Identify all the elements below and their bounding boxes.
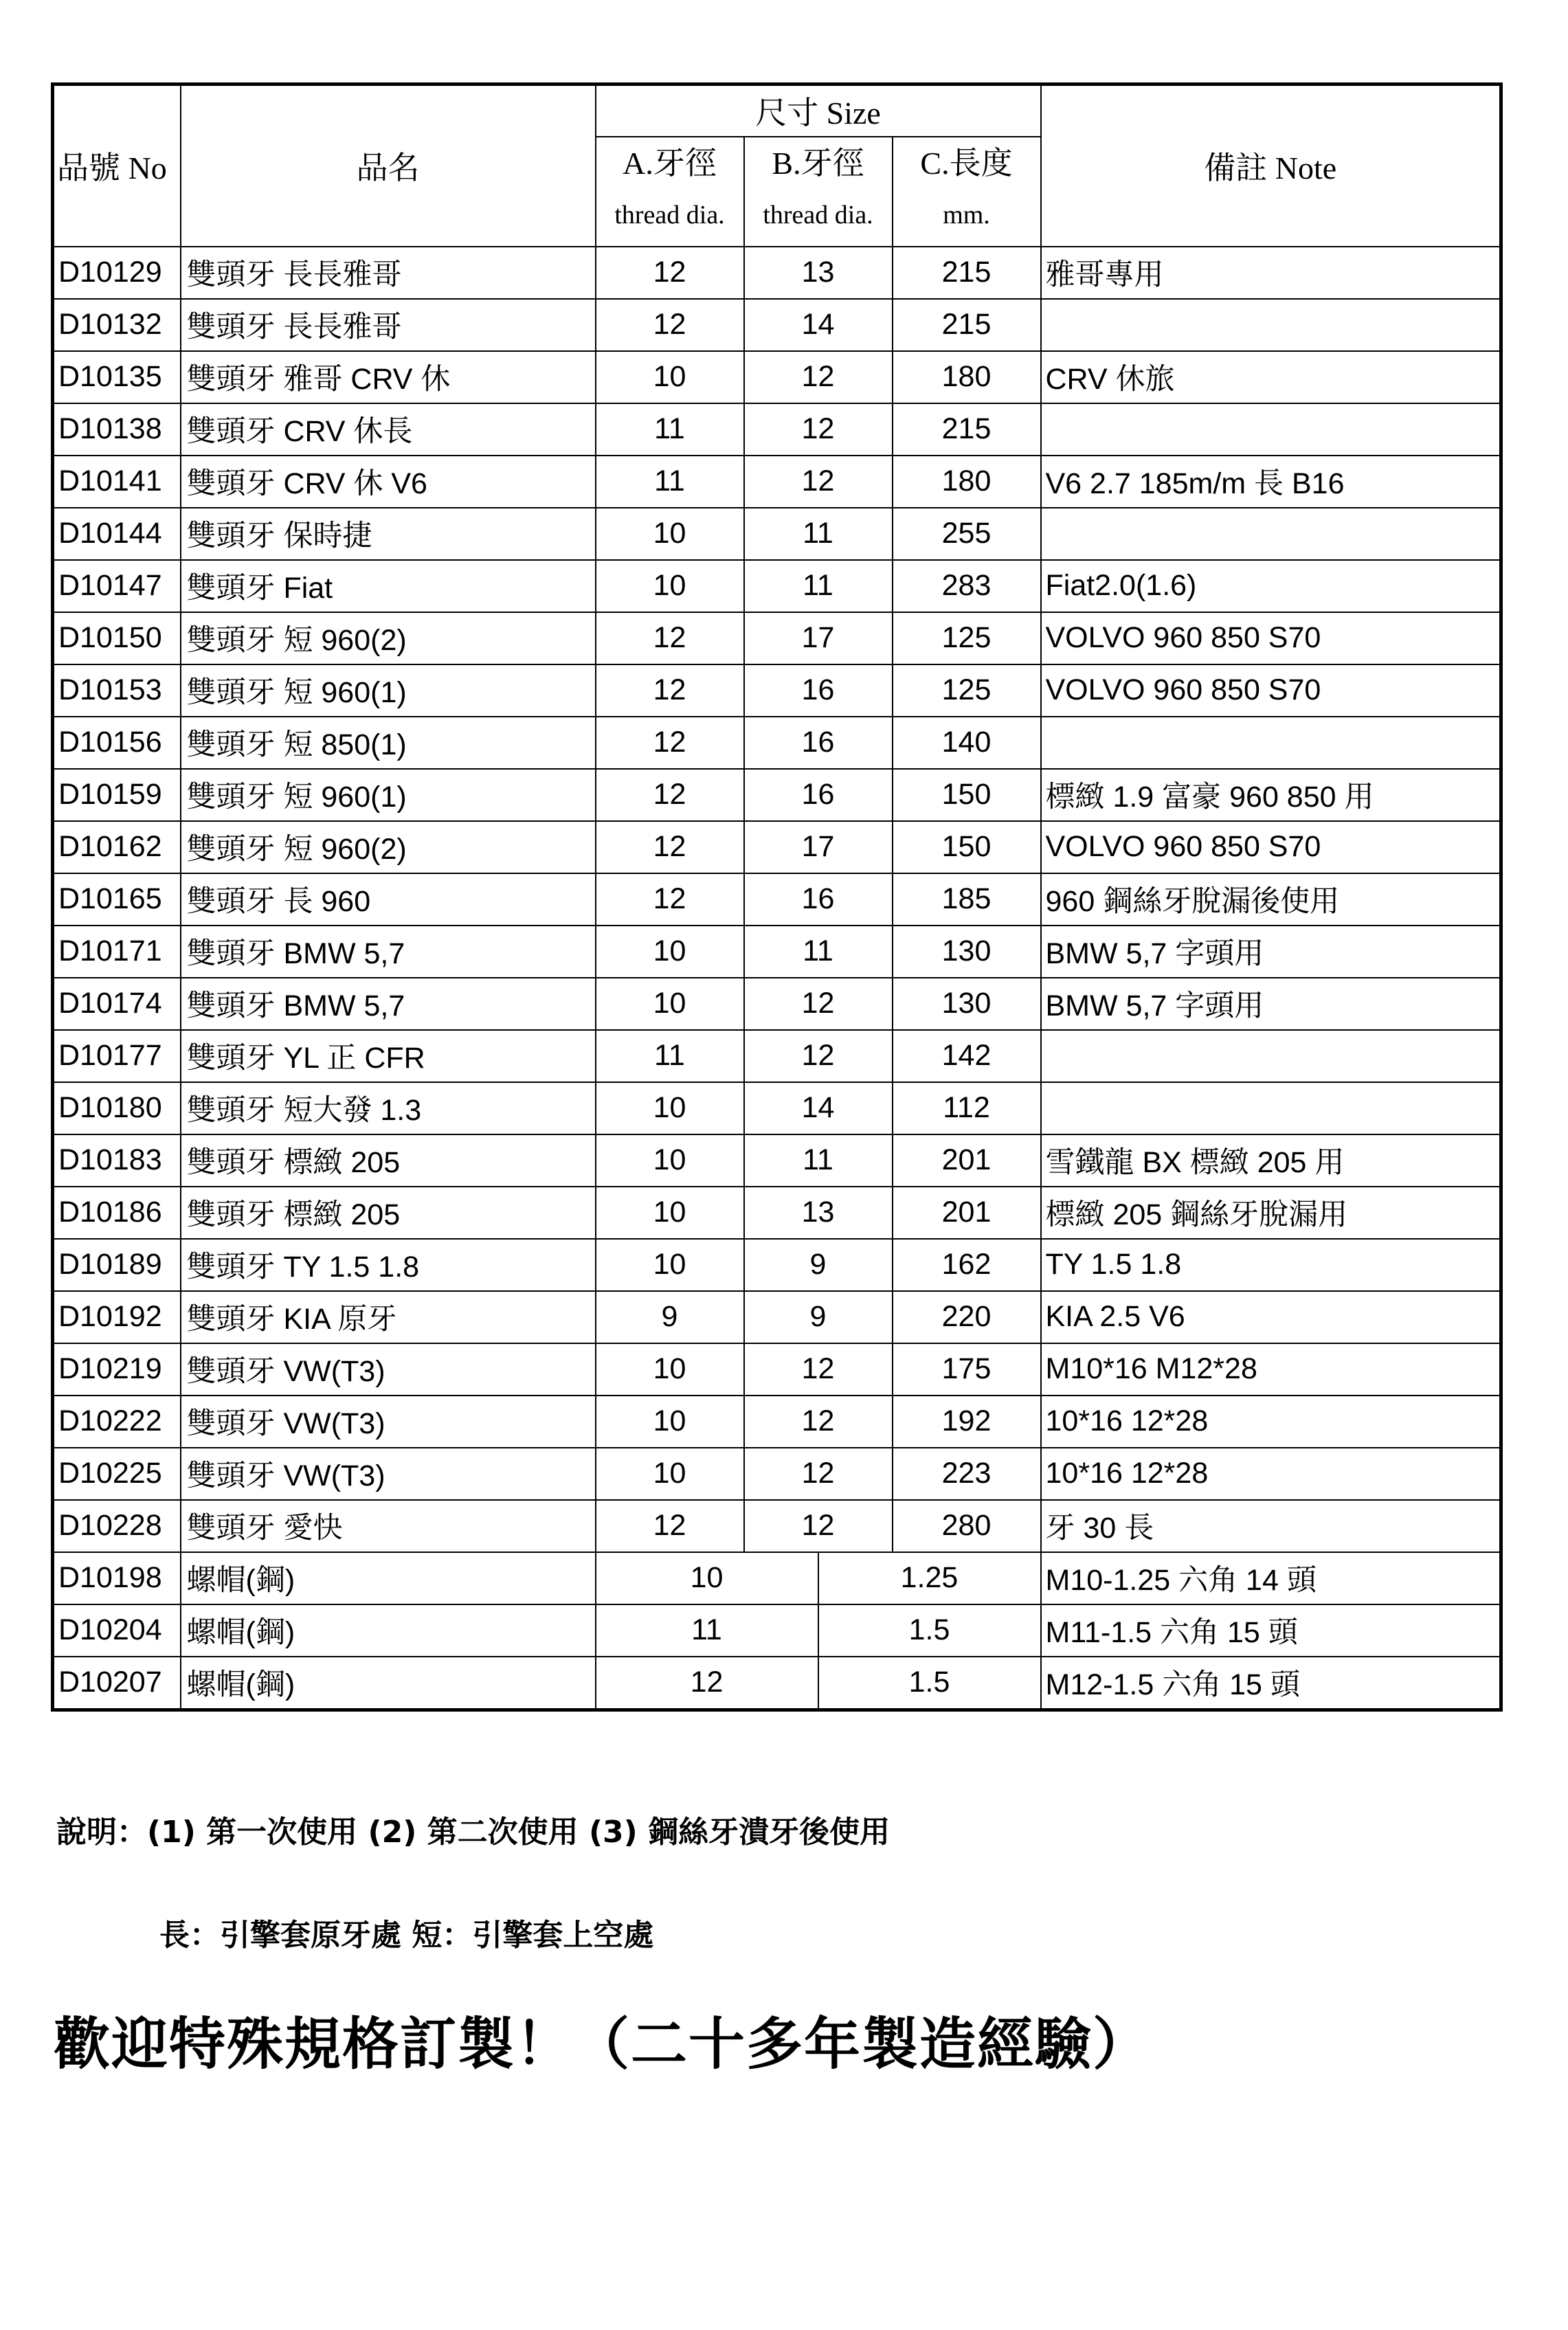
cell-note	[1041, 1082, 1501, 1134]
table-row	[53, 1343, 1501, 1396]
cell-note: M11-1.5 六角 15 頭	[1041, 1604, 1501, 1657]
cell-part-no: D10174	[53, 978, 181, 1030]
header-note: 備註 Note	[1041, 85, 1501, 247]
cell-name: 雙頭牙 TY 1.5 1.8	[181, 1239, 596, 1291]
cell-note: BMW 5,7 字頭用	[1041, 978, 1501, 1030]
cell-name: 雙頭牙 KIA 原牙	[181, 1291, 596, 1343]
table-row-nut	[53, 1657, 1501, 1710]
cell-name: 雙頭牙 標緻 205	[181, 1134, 596, 1187]
cell-part-no: D10141	[53, 456, 181, 508]
cell-c-length: 130	[893, 978, 1041, 1030]
table-row	[53, 612, 1501, 664]
cell-name: 雙頭牙 長長雅哥	[181, 299, 596, 351]
cell-b-thread-dia: 14	[744, 299, 893, 351]
cell-part-no: D10129	[53, 247, 181, 299]
cell-a-thread-dia: 12	[596, 717, 744, 769]
header-size-group: 尺寸 Size	[596, 85, 1041, 137]
cell-name: 雙頭牙 YL 正 CFR	[181, 1030, 596, 1082]
cell-name: 雙頭牙 保時捷	[181, 508, 596, 560]
cell-b-thread-dia: 12	[744, 351, 893, 403]
header-col-a-sub: thread dia.	[596, 185, 744, 247]
cell-c-length: 150	[893, 769, 1041, 821]
cell-c-length: 180	[893, 351, 1041, 403]
cell-c-length: 215	[893, 247, 1041, 299]
cell-part-no: D10147	[53, 560, 181, 612]
cell-a-thread-dia: 11	[596, 403, 744, 456]
cell-a-thread-dia: 9	[596, 1291, 744, 1343]
cell-b-thread-dia: 12	[744, 1030, 893, 1082]
cell-nut-pitch: 1.5	[818, 1604, 1041, 1657]
cell-note: CRV 休旅	[1041, 351, 1501, 403]
table-row	[53, 247, 1501, 299]
cell-a-thread-dia: 10	[596, 508, 744, 560]
table-row-nut	[53, 1552, 1501, 1604]
cell-c-length: 215	[893, 403, 1041, 456]
cell-name: 雙頭牙 短 960(2)	[181, 821, 596, 873]
cell-part-no: D10156	[53, 717, 181, 769]
cell-note: VOLVO 960 850 S70	[1041, 612, 1501, 664]
cell-note: V6 2.7 185m/m 長 B16	[1041, 456, 1501, 508]
product-table	[51, 82, 1503, 1712]
table-row	[53, 403, 1501, 456]
cell-c-length: 201	[893, 1187, 1041, 1239]
cell-a-thread-dia: 12	[596, 769, 744, 821]
cell-name: 雙頭牙 短 850(1)	[181, 717, 596, 769]
cell-nut-dia: 11	[596, 1604, 818, 1657]
table-row	[53, 1500, 1501, 1552]
table-row	[53, 1291, 1501, 1343]
cell-a-thread-dia: 10	[596, 351, 744, 403]
header-col-a: A.牙徑	[596, 137, 744, 185]
cell-part-no: D10198	[53, 1552, 181, 1604]
table-row	[53, 978, 1501, 1030]
header-col-c: C.長度	[893, 137, 1041, 185]
cell-c-length: 255	[893, 508, 1041, 560]
cell-note: Fiat2.0(1.6)	[1041, 560, 1501, 612]
cell-name: 雙頭牙 短 960(1)	[181, 769, 596, 821]
cell-b-thread-dia: 13	[744, 247, 893, 299]
cell-nut-dia: 10	[596, 1552, 818, 1604]
cell-b-thread-dia: 14	[744, 1082, 893, 1134]
cell-part-no: D10138	[53, 403, 181, 456]
cell-a-thread-dia: 10	[596, 978, 744, 1030]
cell-part-no: D10192	[53, 1291, 181, 1343]
cell-name: 雙頭牙 VW(T3)	[181, 1396, 596, 1448]
cell-c-length: 220	[893, 1291, 1041, 1343]
cell-part-no: D10159	[53, 769, 181, 821]
cell-part-no: D10162	[53, 821, 181, 873]
cell-name: 雙頭牙 標緻 205	[181, 1187, 596, 1239]
cell-note: KIA 2.5 V6	[1041, 1291, 1501, 1343]
cell-c-length: 150	[893, 821, 1041, 873]
cell-c-length: 112	[893, 1082, 1041, 1134]
cell-note: M10-1.25 六角 14 頭	[1041, 1552, 1501, 1604]
cell-c-length: 125	[893, 664, 1041, 717]
cell-b-thread-dia: 12	[744, 403, 893, 456]
cell-name: 雙頭牙 愛快	[181, 1500, 596, 1552]
cell-part-no: D10132	[53, 299, 181, 351]
cell-b-thread-dia: 12	[744, 1448, 893, 1500]
cell-name: 雙頭牙 VW(T3)	[181, 1343, 596, 1396]
cell-name: 雙頭牙 VW(T3)	[181, 1448, 596, 1500]
cell-note: TY 1.5 1.8	[1041, 1239, 1501, 1291]
cell-a-thread-dia: 10	[596, 1134, 744, 1187]
table-row	[53, 926, 1501, 978]
table-row	[53, 1082, 1501, 1134]
cell-c-length: 162	[893, 1239, 1041, 1291]
cell-a-thread-dia: 12	[596, 299, 744, 351]
cell-b-thread-dia: 11	[744, 508, 893, 560]
cell-name: 雙頭牙 CRV 休長	[181, 403, 596, 456]
table-row-nut	[53, 1604, 1501, 1657]
table-row	[53, 717, 1501, 769]
cell-a-thread-dia: 10	[596, 1239, 744, 1291]
cell-a-thread-dia: 10	[596, 1082, 744, 1134]
cell-a-thread-dia: 10	[596, 1448, 744, 1500]
cell-name: 雙頭牙 雅哥 CRV 休	[181, 351, 596, 403]
cell-b-thread-dia: 12	[744, 1343, 893, 1396]
cell-note: M12-1.5 六角 15 頭	[1041, 1657, 1501, 1710]
cell-a-thread-dia: 10	[596, 926, 744, 978]
cell-part-no: D10189	[53, 1239, 181, 1291]
cell-c-length: 140	[893, 717, 1041, 769]
cell-part-no: D10177	[53, 1030, 181, 1082]
cell-part-no: D10225	[53, 1448, 181, 1500]
cell-b-thread-dia: 9	[744, 1239, 893, 1291]
cell-c-length: 215	[893, 299, 1041, 351]
cell-c-length: 130	[893, 926, 1041, 978]
cell-part-no: D10144	[53, 508, 181, 560]
cell-c-length: 192	[893, 1396, 1041, 1448]
cell-name: 雙頭牙 Fiat	[181, 560, 596, 612]
header-col-c-sub: mm.	[893, 185, 1041, 247]
cell-b-thread-dia: 9	[744, 1291, 893, 1343]
cell-nut-dia: 12	[596, 1657, 818, 1710]
cell-c-length: 142	[893, 1030, 1041, 1082]
table-body	[53, 247, 1501, 1710]
cell-note: M10*16 M12*28	[1041, 1343, 1501, 1396]
cell-c-length: 280	[893, 1500, 1041, 1552]
cell-note: VOLVO 960 850 S70	[1041, 664, 1501, 717]
cell-part-no: D10207	[53, 1657, 181, 1710]
cell-b-thread-dia: 11	[744, 1134, 893, 1187]
cell-b-thread-dia: 16	[744, 769, 893, 821]
table-row	[53, 351, 1501, 403]
cell-name: 雙頭牙 BMW 5,7	[181, 926, 596, 978]
cell-part-no: D10171	[53, 926, 181, 978]
cell-c-length: 125	[893, 612, 1041, 664]
cell-name: 螺帽(鋼)	[181, 1604, 596, 1657]
cell-note: 10*16 12*28	[1041, 1396, 1501, 1448]
header-col-b: B.牙徑	[744, 137, 893, 185]
cell-b-thread-dia: 17	[744, 821, 893, 873]
cell-a-thread-dia: 12	[596, 247, 744, 299]
cell-a-thread-dia: 12	[596, 1500, 744, 1552]
cell-a-thread-dia: 10	[596, 1343, 744, 1396]
header-name: 品名	[181, 85, 596, 247]
cell-name: 雙頭牙 長 960	[181, 873, 596, 926]
cell-part-no: D10183	[53, 1134, 181, 1187]
cell-b-thread-dia: 16	[744, 717, 893, 769]
cell-part-no: D10222	[53, 1396, 181, 1448]
table-row	[53, 1396, 1501, 1448]
cell-note	[1041, 1030, 1501, 1082]
table-row	[53, 1448, 1501, 1500]
cell-part-no: D10150	[53, 612, 181, 664]
cell-note	[1041, 717, 1501, 769]
cell-part-no: D10186	[53, 1187, 181, 1239]
cell-note: VOLVO 960 850 S70	[1041, 821, 1501, 873]
cell-note: 標緻 205 鋼絲牙脫漏用	[1041, 1187, 1501, 1239]
table-row	[53, 821, 1501, 873]
cell-b-thread-dia: 12	[744, 456, 893, 508]
cell-note: 10*16 12*28	[1041, 1448, 1501, 1500]
cell-b-thread-dia: 16	[744, 664, 893, 717]
cell-c-length: 175	[893, 1343, 1041, 1396]
cell-name: 雙頭牙 短大發 1.3	[181, 1082, 596, 1134]
table-row	[53, 1134, 1501, 1187]
cell-note	[1041, 508, 1501, 560]
table-row	[53, 664, 1501, 717]
table-row	[53, 1030, 1501, 1082]
cell-nut-pitch: 1.25	[818, 1552, 1041, 1604]
cell-part-no: D10180	[53, 1082, 181, 1134]
table-row	[53, 1239, 1501, 1291]
cell-note: 960 鋼絲牙脫漏後使用	[1041, 873, 1501, 926]
cell-a-thread-dia: 12	[596, 612, 744, 664]
cell-part-no: D10204	[53, 1604, 181, 1657]
cell-part-no: D10135	[53, 351, 181, 403]
cell-a-thread-dia: 12	[596, 821, 744, 873]
cell-name: 雙頭牙 CRV 休 V6	[181, 456, 596, 508]
footer-slogan: 歡迎特殊規格訂製！（二十多年製造經驗）	[54, 2012, 1151, 2077]
cell-c-length: 283	[893, 560, 1041, 612]
cell-nut-pitch: 1.5	[818, 1657, 1041, 1710]
cell-a-thread-dia: 10	[596, 1187, 744, 1239]
cell-a-thread-dia: 10	[596, 560, 744, 612]
table-row	[53, 299, 1501, 351]
table-row	[53, 560, 1501, 612]
cell-a-thread-dia: 12	[596, 873, 744, 926]
footer-note-usage: 說明：(1) 第一次使用 (2) 第二次使用 (3) 鋼絲牙潰牙後使用	[56, 1815, 891, 1850]
cell-part-no: D10165	[53, 873, 181, 926]
table-row	[53, 1187, 1501, 1239]
table-row	[53, 769, 1501, 821]
cell-note	[1041, 403, 1501, 456]
cell-note: 牙 30 長	[1041, 1500, 1501, 1552]
cell-name: 螺帽(鋼)	[181, 1657, 596, 1710]
cell-note: 標緻 1.9 富豪 960 850 用	[1041, 769, 1501, 821]
cell-c-length: 185	[893, 873, 1041, 926]
cell-name: 雙頭牙 短 960(2)	[181, 612, 596, 664]
cell-note: BMW 5,7 字頭用	[1041, 926, 1501, 978]
header-col-b-sub: thread dia.	[744, 185, 893, 247]
cell-name: 雙頭牙 短 960(1)	[181, 664, 596, 717]
cell-b-thread-dia: 13	[744, 1187, 893, 1239]
footer-note-position: 長：引擎套原牙處 短：引擎套上空處	[159, 1918, 654, 1953]
cell-a-thread-dia: 11	[596, 1030, 744, 1082]
table-row	[53, 873, 1501, 926]
cell-b-thread-dia: 12	[744, 1500, 893, 1552]
cell-b-thread-dia: 17	[744, 612, 893, 664]
cell-note	[1041, 299, 1501, 351]
header-part-no: 品號 No	[53, 85, 181, 247]
cell-name: 雙頭牙 長長雅哥	[181, 247, 596, 299]
cell-note: 雪鐵龍 BX 標緻 205 用	[1041, 1134, 1501, 1187]
cell-name: 雙頭牙 BMW 5,7	[181, 978, 596, 1030]
table-row	[53, 456, 1501, 508]
cell-c-length: 201	[893, 1134, 1041, 1187]
cell-a-thread-dia: 10	[596, 1396, 744, 1448]
cell-b-thread-dia: 11	[744, 560, 893, 612]
cell-part-no: D10219	[53, 1343, 181, 1396]
cell-part-no: D10228	[53, 1500, 181, 1552]
cell-b-thread-dia: 16	[744, 873, 893, 926]
table-row	[53, 508, 1501, 560]
cell-b-thread-dia: 11	[744, 926, 893, 978]
cell-name: 螺帽(鋼)	[181, 1552, 596, 1604]
cell-b-thread-dia: 12	[744, 1396, 893, 1448]
cell-a-thread-dia: 12	[596, 664, 744, 717]
cell-note: 雅哥專用	[1041, 247, 1501, 299]
cell-c-length: 223	[893, 1448, 1041, 1500]
cell-a-thread-dia: 11	[596, 456, 744, 508]
cell-b-thread-dia: 12	[744, 978, 893, 1030]
cell-c-length: 180	[893, 456, 1041, 508]
cell-part-no: D10153	[53, 664, 181, 717]
